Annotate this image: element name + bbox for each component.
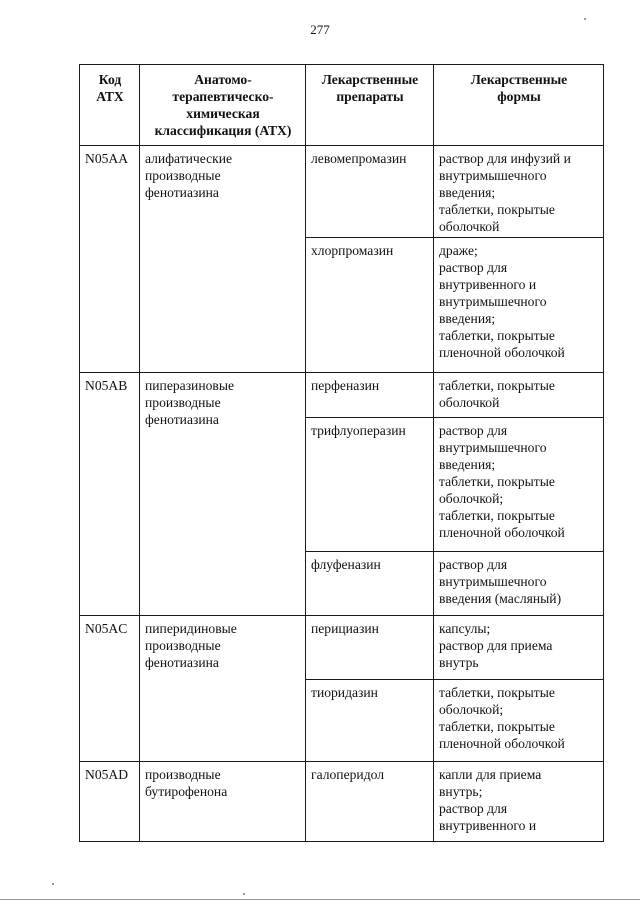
- atx-code-cell: N05AC: [80, 616, 140, 762]
- classification-cell: производные бутирофенона: [140, 762, 306, 842]
- header-code: Код АТХ: [80, 65, 140, 146]
- scan-speck: [584, 18, 586, 20]
- atx-code-cell: N05AB: [80, 373, 140, 616]
- drug-forms-cell: раствор для внутримышечного введения; таблетки, покрытые оболочкой; таблетки, покрытые пленочной оболочкой: [434, 418, 604, 552]
- drug-forms-cell: таблетки, покрытые оболочкой; таблетки, покрытые пленочной оболочкой: [434, 680, 604, 762]
- header-classification: Анатомо- терапевтическо- химическая классификация (АТХ): [140, 65, 306, 146]
- table-row: [80, 616, 604, 680]
- table-row: [80, 373, 604, 418]
- table-row: [80, 762, 604, 842]
- table-header-row: [80, 65, 604, 146]
- atx-code-cell: N05AA: [80, 146, 140, 373]
- atx-code-cell: N05AD: [80, 762, 140, 842]
- drug-forms-cell: капсулы; раствор для приема внутрь: [434, 616, 604, 680]
- drug-forms-cell: капли для приема внутрь; раствор для внутривенного и: [434, 762, 604, 842]
- drug-name-cell: перфеназин: [306, 373, 434, 418]
- drug-name-cell: левомепромазин: [306, 146, 434, 238]
- page-number: 277: [310, 22, 330, 37]
- drug-forms-cell: раствор для внутримышечного введения (масляный): [434, 552, 604, 616]
- classification-cell: пиперидиновые производные фенотиазина: [140, 616, 306, 762]
- classification-cell: пиперазиновые производные фенотиазина: [140, 373, 306, 616]
- drug-name-cell: галоперидол: [306, 762, 434, 842]
- drug-name-cell: трифлуоперазин: [306, 418, 434, 552]
- table-row: [80, 146, 604, 238]
- page-bottom-edge: [0, 899, 640, 900]
- header-forms: Лекарственные формы: [434, 65, 604, 146]
- drug-forms-cell: драже; раствор для внутривенного и внутримышечного введения; таблетки, покрытые пленочной оболочкой: [434, 238, 604, 373]
- atx-table: [79, 64, 604, 842]
- drug-name-cell: хлорпромазин: [306, 238, 434, 373]
- drug-forms-cell: раствор для инфузий и внутримышечного введения; таблетки, покрытые оболочкой: [434, 146, 604, 238]
- classification-cell: алифатические производные фенотиазина: [140, 146, 306, 373]
- drug-name-cell: тиоридазин: [306, 680, 434, 762]
- scan-speck: [52, 883, 54, 885]
- drug-name-cell: перициазин: [306, 616, 434, 680]
- scan-speck: [243, 893, 245, 895]
- drug-forms-cell: таблетки, покрытые оболочкой: [434, 373, 604, 418]
- header-drugs: Лекарственные препараты: [306, 65, 434, 146]
- drug-name-cell: флуфеназин: [306, 552, 434, 616]
